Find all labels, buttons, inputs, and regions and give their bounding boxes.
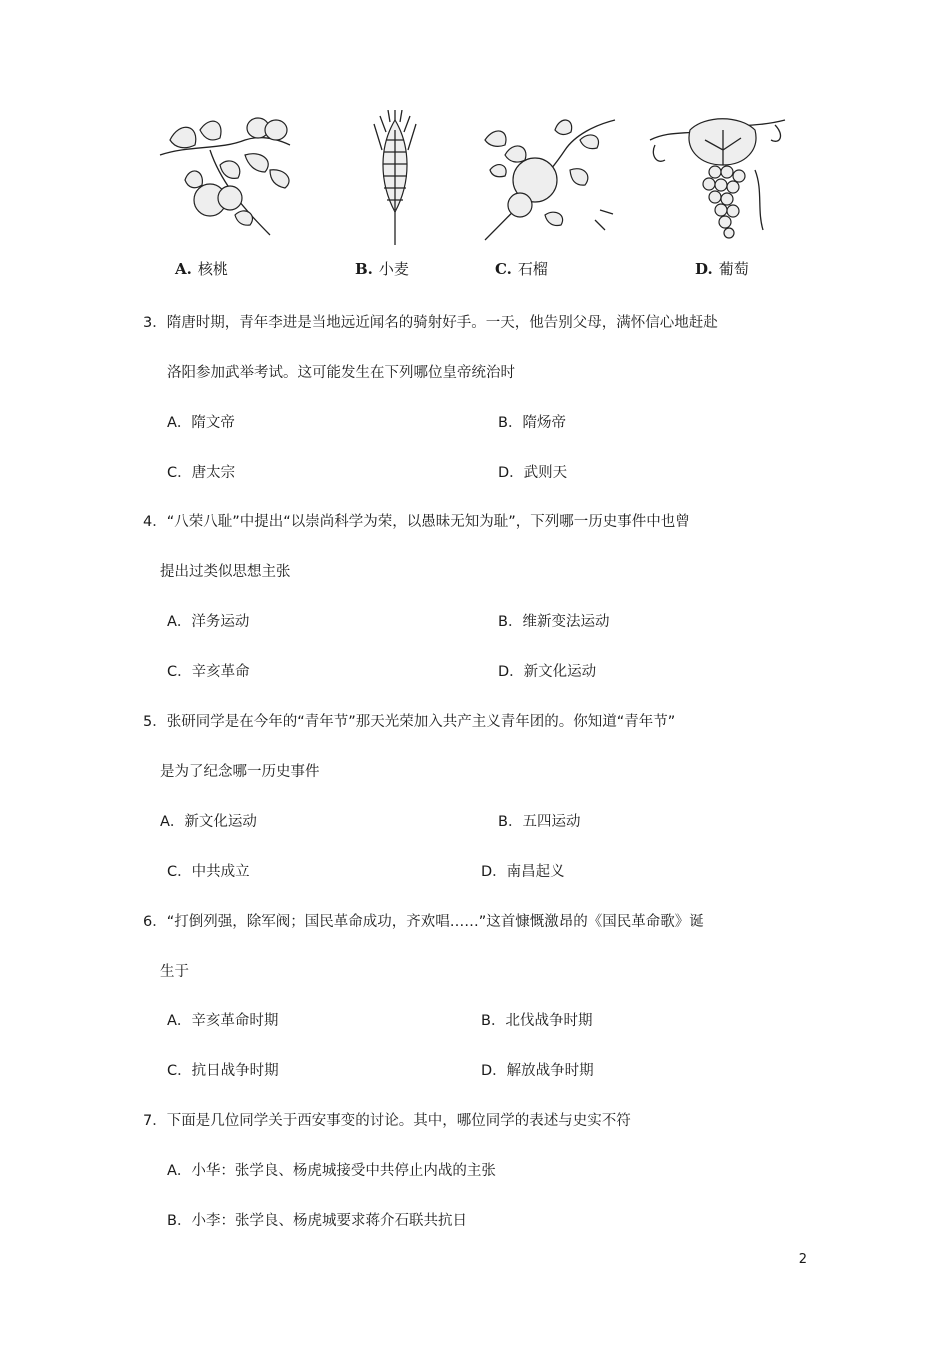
question-5-line-1 [143, 710, 675, 731]
figure-walnut [150, 110, 300, 290]
option-label: A． [167, 1163, 192, 1179]
question-text: 隋唐时期，青年李进是当地远近闻名的骑射好手。一天，他告别父母，满怀信心地赶赴 [166, 315, 718, 331]
option-text: 南昌起义 [506, 864, 565, 880]
question-number: 4． [143, 514, 167, 530]
question-3-option-b[interactable] [498, 411, 566, 432]
question-4-option-b[interactable] [498, 610, 609, 631]
figure-grape [645, 110, 795, 290]
option-label: D． [498, 465, 524, 481]
figure-name: 小麦 [378, 260, 409, 278]
question-6-option-c[interactable] [167, 1059, 279, 1080]
option-text: 维新变法运动 [522, 614, 610, 630]
option-label: C． [167, 465, 192, 481]
option-label: B． [167, 1213, 192, 1229]
option-text: 新文化运动 [523, 664, 597, 680]
figure-caption [475, 258, 645, 279]
figure-pomegranate [475, 110, 625, 290]
grape-illustration-icon [645, 110, 795, 250]
question-3-option-a[interactable] [167, 411, 235, 432]
question-3-line-1 [143, 311, 718, 332]
option-label: B． [498, 814, 523, 830]
question-7-option-b[interactable] [167, 1209, 467, 1230]
figure-letter: D. [695, 260, 713, 278]
option-text: 隋炀帝 [522, 415, 566, 431]
figure-name: 葡萄 [718, 260, 749, 278]
question-4-line-1 [143, 510, 690, 531]
option-text: 新文化运动 [184, 814, 257, 830]
question-6-option-a[interactable] [167, 1009, 278, 1030]
walnut-illustration-icon [150, 110, 300, 250]
option-label: D． [481, 864, 507, 880]
option-text: 中共成立 [191, 864, 250, 880]
figure-name: 核桃 [197, 260, 228, 278]
option-label: C． [167, 664, 192, 680]
option-label: B． [498, 614, 523, 630]
question-5-option-a[interactable] [160, 810, 257, 831]
question-4-option-c[interactable] [167, 660, 250, 681]
option-label: A． [160, 814, 185, 830]
question-4-option-a[interactable] [167, 610, 249, 631]
question-text: 张研同学是在今年的“青年节”那天光荣加入共产主义青年团的。你知道“青年节” [166, 714, 676, 730]
figure-wheat [320, 110, 470, 290]
question-3-line-2: 洛阳参加武举考试。这可能发生在下列哪位皇帝统治时 [167, 365, 515, 381]
option-text: 洋务运动 [191, 614, 250, 630]
option-label: C． [167, 864, 192, 880]
plant-figures [150, 110, 810, 290]
option-text: 小李：张学良、杨虎城要求蒋介石联共抗日 [191, 1213, 467, 1229]
question-6-line-1 [143, 910, 704, 931]
option-label: D． [481, 1063, 507, 1079]
question-4-line-2: 提出过类似思想主张 [160, 564, 291, 580]
option-text: 抗日战争时期 [191, 1063, 279, 1079]
figure-letter: C. [495, 260, 512, 278]
question-number: 3． [143, 315, 167, 331]
figure-letter: A. [175, 260, 192, 278]
question-5-option-d[interactable] [481, 860, 565, 881]
option-label: A． [167, 614, 192, 630]
option-text: 小华：张学良、杨虎城接受中共停止内战的主张 [191, 1163, 496, 1179]
figure-caption [150, 258, 325, 279]
question-3-option-c[interactable] [167, 461, 235, 482]
option-text: 北伐战争时期 [505, 1013, 593, 1029]
option-label: D． [498, 664, 524, 680]
question-4-option-d[interactable] [498, 660, 596, 681]
pomegranate-illustration-icon [475, 110, 625, 250]
option-text: 辛亥革命时期 [191, 1013, 279, 1029]
option-label: B． [481, 1013, 506, 1029]
option-label: B． [498, 415, 523, 431]
option-text: 五四运动 [522, 814, 581, 830]
question-number: 7． [143, 1113, 167, 1129]
figure-name: 石榴 [517, 260, 548, 278]
option-text: 武则天 [523, 465, 568, 481]
option-text: 唐太宗 [191, 465, 236, 481]
question-6-option-d[interactable] [481, 1059, 594, 1080]
option-label: A． [167, 415, 192, 431]
question-5-line-2: 是为了纪念哪一历史事件 [160, 764, 320, 780]
question-text: “八荣八耻”中提出“以崇尚科学为荣，以愚昧无知为耻”，下列哪一历史事件中也曾 [166, 514, 690, 530]
option-label: C． [167, 1063, 192, 1079]
question-5-option-b[interactable] [498, 810, 580, 831]
figure-letter: B. [355, 260, 373, 278]
option-text: 隋文帝 [191, 415, 235, 431]
question-7-line-1 [143, 1109, 631, 1130]
question-5-option-c[interactable] [167, 860, 250, 881]
question-7-option-a[interactable] [167, 1159, 496, 1180]
wheat-illustration-icon [320, 110, 470, 250]
option-text: 解放战争时期 [506, 1063, 594, 1079]
option-text: 辛亥革命 [191, 664, 250, 680]
question-number: 5． [143, 714, 167, 730]
question-text: “打倒列强，除军阀；国民革命成功，齐欢唱……”这首慷慨激昂的《国民革命歌》诞 [166, 914, 704, 930]
page-number: 2 [798, 1252, 807, 1267]
figure-caption [645, 258, 845, 279]
question-number: 6． [143, 914, 167, 930]
question-6-option-b[interactable] [481, 1009, 592, 1030]
question-6-line-2: 生于 [160, 964, 189, 980]
question-text: 下面是几位同学关于西安事变的讨论。其中，哪位同学的表述与史实不符 [166, 1113, 631, 1129]
question-3-option-d[interactable] [498, 461, 567, 482]
option-label: A． [167, 1013, 192, 1029]
